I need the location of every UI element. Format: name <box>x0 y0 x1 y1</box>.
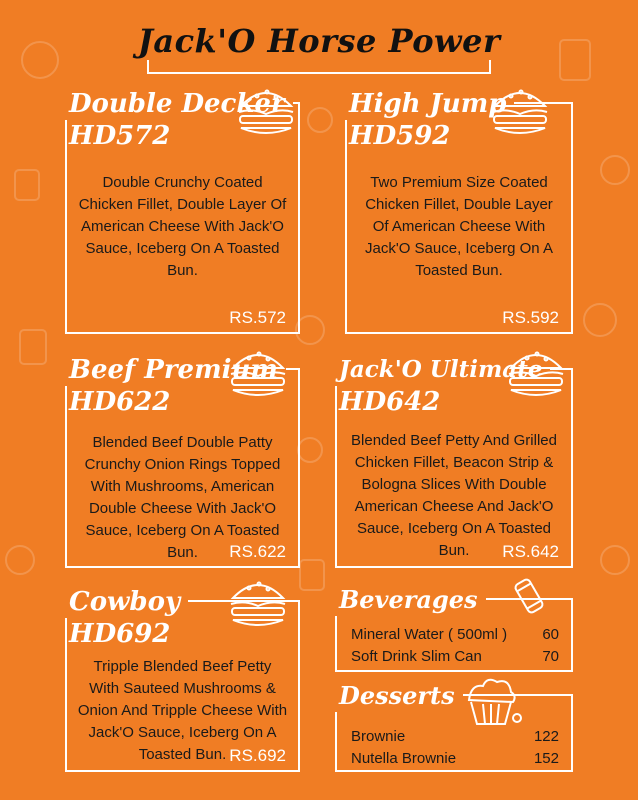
item-title: Beef Premium <box>61 354 286 386</box>
item-price: RS.622 <box>229 542 286 561</box>
item-price: 122 <box>533 728 559 745</box>
burger-icon <box>235 82 297 142</box>
item-description: Two Premium Size Coated Chicken Fillet, Double Layer Of American Cheese With Jack'O Sauce, Iceberg On A Toasted Bun. <box>365 174 553 279</box>
menu-item-jacko-ultimate <box>335 356 573 568</box>
item-name: Brownie <box>351 728 406 745</box>
cupcake-icon <box>459 674 523 732</box>
list-item <box>351 748 559 770</box>
list-item <box>351 646 559 668</box>
item-price: RS.572 <box>229 308 286 327</box>
menu-item-cowboy <box>65 587 300 772</box>
item-name: Nutella Brownie <box>351 750 457 767</box>
item-price: 60 <box>542 626 559 643</box>
item-code: HD622 <box>69 387 171 417</box>
menu-header <box>0 0 638 80</box>
item-title: Double Decker <box>61 88 293 120</box>
item-description: Blended Beef Double Patty Crunchy Onion Rings Topped With Mushrooms, American Double Cheese With Jack'O Sauce, Iceberg On A Toasted Bun. <box>84 434 281 561</box>
item-description: Tripple Blended Beef Petty With Sauteed Mushrooms & Onion And Tripple Cheese With Jack'O Sauce, Iceberg On A Toasted Bun. <box>77 658 288 763</box>
item-code: HD642 <box>339 387 441 417</box>
item-code: HD592 <box>349 121 451 151</box>
menu-item-high-jump <box>345 89 573 334</box>
burger-icon <box>227 344 289 404</box>
menu-item-double-decker <box>65 89 300 334</box>
menu-item-beef-premium <box>65 355 300 568</box>
burger-icon <box>489 82 551 142</box>
item-title: High Jump <box>341 88 514 120</box>
item-description: Blended Beef Petty And Grilled Chicken Fillet, Beacon Strip & Bologna Slices With Double American Cheese And Jack'O Sauce, Iceberg On A Toasted Bun. <box>351 432 557 559</box>
item-price: RS.692 <box>229 746 286 765</box>
item-description: Double Crunchy Coated Chicken Fillet, Double Layer Of American Cheese With Jack'O Sauce, Iceberg On A Toasted Bun. <box>78 174 287 279</box>
list-item <box>351 726 559 748</box>
item-title: Cowboy <box>61 586 188 618</box>
item-price: RS.592 <box>502 308 559 327</box>
burger-icon <box>227 574 289 634</box>
item-price: 70 <box>542 648 559 665</box>
desserts-section <box>335 681 573 772</box>
section-title: Beverages <box>331 584 486 616</box>
burger-icon <box>505 344 567 404</box>
item-title: Jack'O Ultimate <box>331 354 550 386</box>
item-name: Mineral Water ( 500ml ) <box>351 626 508 643</box>
item-price: RS.642 <box>502 542 559 561</box>
menu-title: Jack'O Horse Power <box>0 22 638 60</box>
list-item <box>351 624 559 646</box>
item-name: Soft Drink Slim Can <box>351 648 482 665</box>
item-code: HD572 <box>69 121 171 151</box>
item-code: HD692 <box>69 619 171 649</box>
section-title: Desserts <box>331 680 463 712</box>
item-price: 152 <box>533 750 559 767</box>
soda-can-icon <box>511 576 547 620</box>
beverages-section <box>335 585 573 672</box>
